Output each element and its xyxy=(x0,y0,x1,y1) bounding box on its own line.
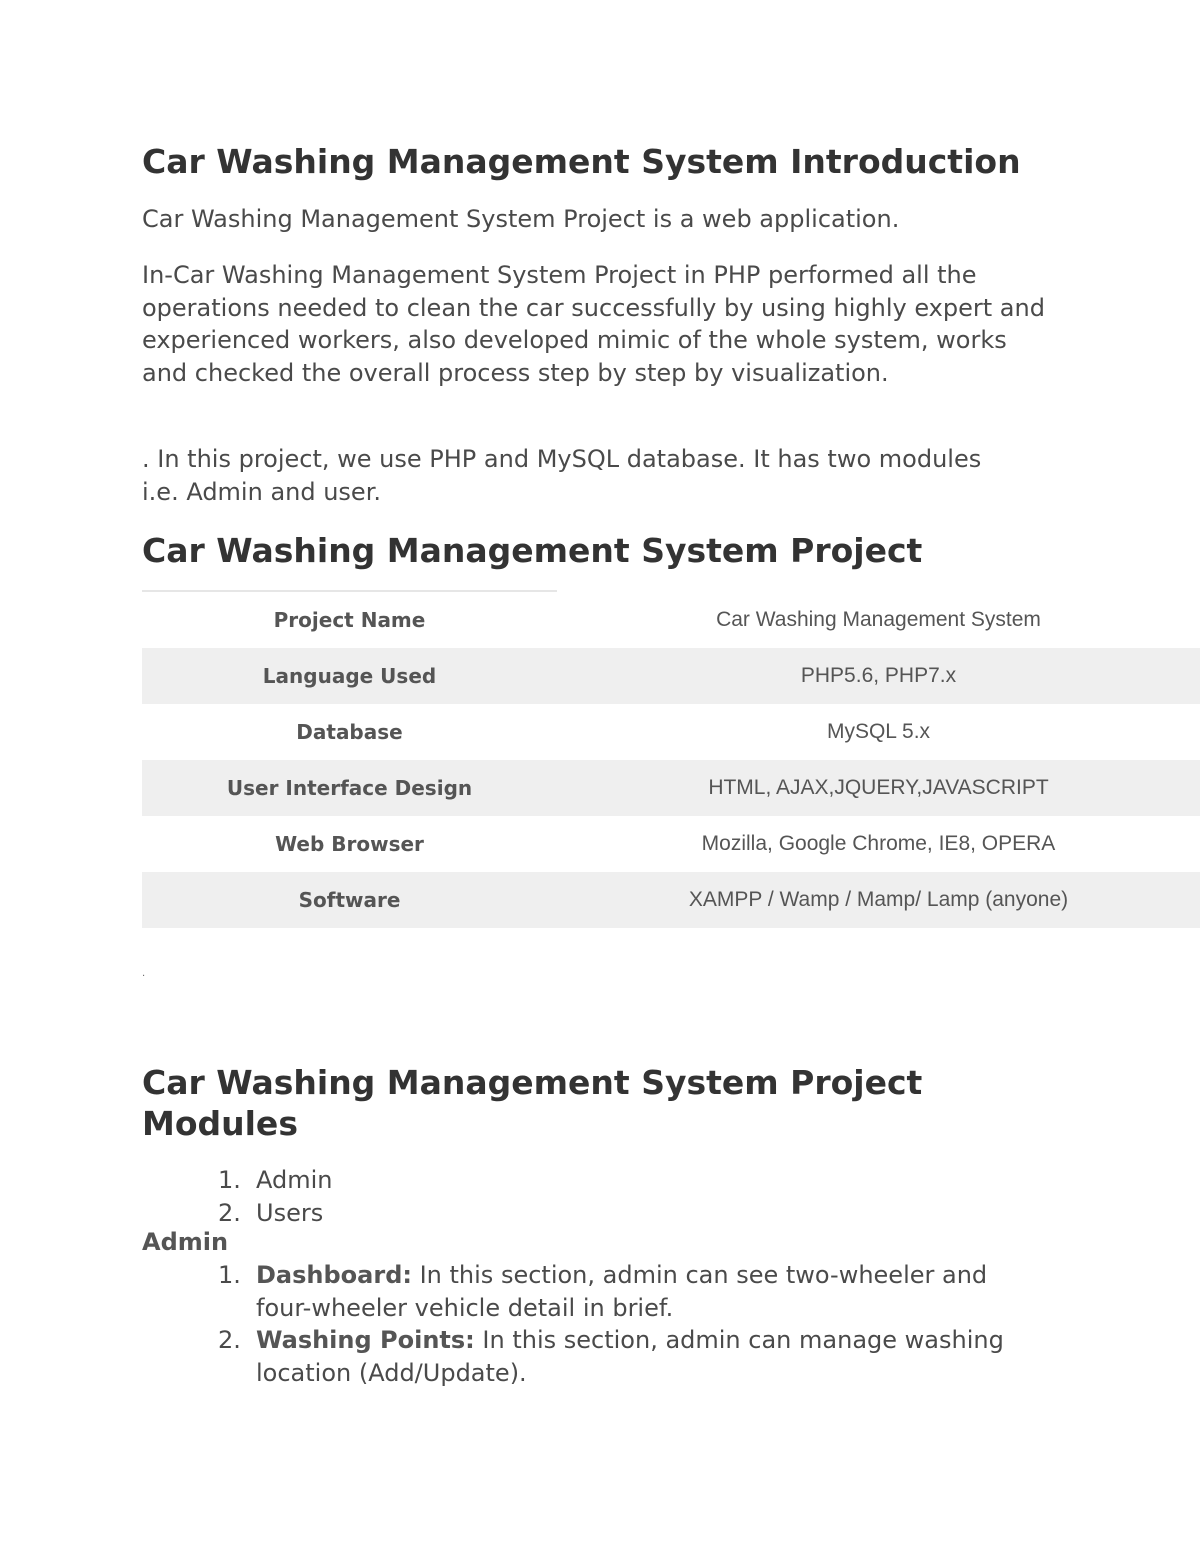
list-item-label: Admin xyxy=(256,1166,333,1194)
table-row xyxy=(142,872,1200,928)
feature-text: In this section, admin can see two-wheeler and four-wheeler vehicle detail in brief. xyxy=(256,1261,988,1322)
list-item xyxy=(218,1324,1018,1389)
table-row xyxy=(142,760,1200,816)
table-row xyxy=(142,592,1200,648)
list-number: 2. xyxy=(218,1326,241,1354)
list-item xyxy=(218,1197,333,1230)
row-key: Project Name xyxy=(273,608,426,632)
list-item xyxy=(218,1259,1018,1324)
table-row xyxy=(142,816,1200,872)
project-spec-table xyxy=(142,592,1200,928)
trailing-mark: . xyxy=(142,968,146,979)
project-heading: Car Washing Management System Project xyxy=(142,531,923,570)
modules-heading: Car Washing Management System Project Modules xyxy=(142,1063,923,1143)
list-number: 2. xyxy=(218,1198,241,1227)
row-value: Car Washing Management System xyxy=(716,608,1041,631)
modules-list xyxy=(218,1164,333,1229)
list-number: 1. xyxy=(218,1261,241,1289)
feature-text: In this section, admin can manage washing location (Add/Update). xyxy=(256,1326,1004,1387)
intro-paragraph-1: Car Washing Management System Project is a web application. xyxy=(142,205,900,233)
row-key: User Interface Design xyxy=(142,760,557,816)
row-key: Language Used xyxy=(142,648,557,704)
admin-feature-list xyxy=(218,1259,1018,1389)
row-value: HTML, AJAX,JQUERY,JAVASCRIPT xyxy=(557,760,1200,816)
list-item-label: Users xyxy=(256,1198,324,1227)
list-item xyxy=(218,1164,333,1197)
row-key: Web Browser xyxy=(275,832,424,856)
table-row xyxy=(142,648,1200,704)
table-row xyxy=(142,704,1200,760)
feature-title: Dashboard: xyxy=(256,1261,412,1289)
intro-heading: Car Washing Management System Introduction xyxy=(142,142,1021,181)
feature-title: Washing Points: xyxy=(256,1326,475,1354)
row-key: Database xyxy=(296,720,403,744)
row-value: MySQL 5.x xyxy=(826,720,931,743)
intro-paragraph-3: . In this project, we use PHP and MySQL database. It has two modules i.e. Admin and user. xyxy=(142,445,982,506)
list-number: 1. xyxy=(218,1166,241,1194)
row-key: Software xyxy=(142,872,557,928)
row-value: Mozilla, Google Chrome, IE8, OPERA xyxy=(701,832,1056,855)
row-value: XAMPP / Wamp / Mamp/ Lamp (anyone) xyxy=(557,872,1200,928)
intro-paragraph-2: In-Car Washing Management System Project in PHP performed all the operations needed to clean the car successfully by using highly expert and experienced workers, also developed mimic of the whole system, works and checked the overall process step by step by visualization. xyxy=(142,261,1045,387)
admin-subheading: Admin xyxy=(142,1228,229,1256)
row-value: PHP5.6, PHP7.x xyxy=(557,648,1200,704)
